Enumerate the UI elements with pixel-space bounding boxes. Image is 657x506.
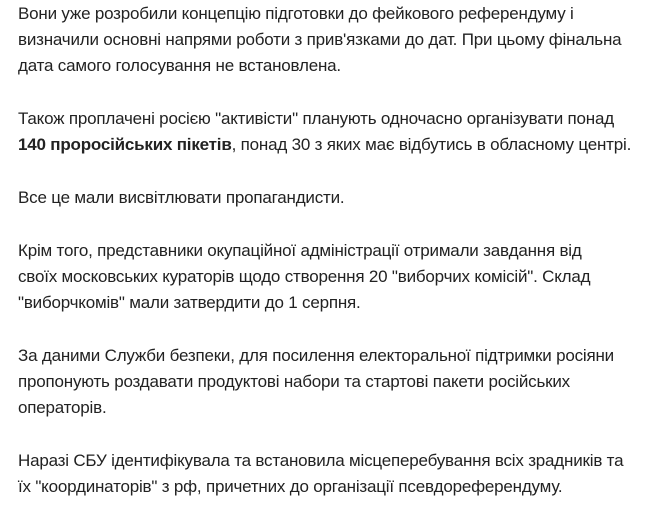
text-line: Все це мали висвітлювати пропагандисти. (18, 188, 345, 207)
text-line (18, 132, 641, 158)
paragraph-propagandists (18, 185, 641, 211)
text-line: своїх московських кураторів щодо створення 20 "виборчих комісій". Склад (18, 267, 591, 286)
text-line: Наразі СБУ ідентифікувала та встановила місцеперебування всіх зрадників та (18, 451, 624, 470)
text-line: їх "координаторів" з рф, причетних до організації псевдореферендуму. (18, 477, 563, 496)
text-line: дата самого голосування не встановлена. (18, 56, 341, 75)
text-line: визначили основні напрями роботи з прив'язками до дат. При цьому фінальна (18, 30, 622, 49)
paragraph-election-commissions (18, 238, 641, 316)
text-run: , понад 30 з яких має відбутись в обласному центрі. (231, 135, 632, 154)
text-line: операторів. (18, 398, 107, 417)
text-line: Вони уже розробили концепцію підготовки до фейкового референдуму і (18, 4, 574, 23)
text-line: пропонують роздавати продуктові набори та стартові пакети російських (18, 372, 570, 391)
paragraph-referendum-concept (18, 1, 641, 79)
text-line: "виборчкомів" мали затвердити до 1 серпня. (18, 293, 361, 312)
bold-pickets-count: 140 проросійських пікетів (18, 135, 232, 154)
paragraph-sbu-identified (18, 448, 641, 500)
paragraph-paid-activists (18, 106, 641, 158)
text-line: За даними Служби безпеки, для посилення електоральної підтримки росіяни (18, 346, 614, 365)
text-line: Крім того, представники окупаційної адміністрації отримали завдання від (18, 241, 582, 260)
text-line: Також проплачені росією "активісти" планують одночасно організувати понад (18, 109, 614, 128)
paragraph-electoral-support (18, 343, 641, 421)
